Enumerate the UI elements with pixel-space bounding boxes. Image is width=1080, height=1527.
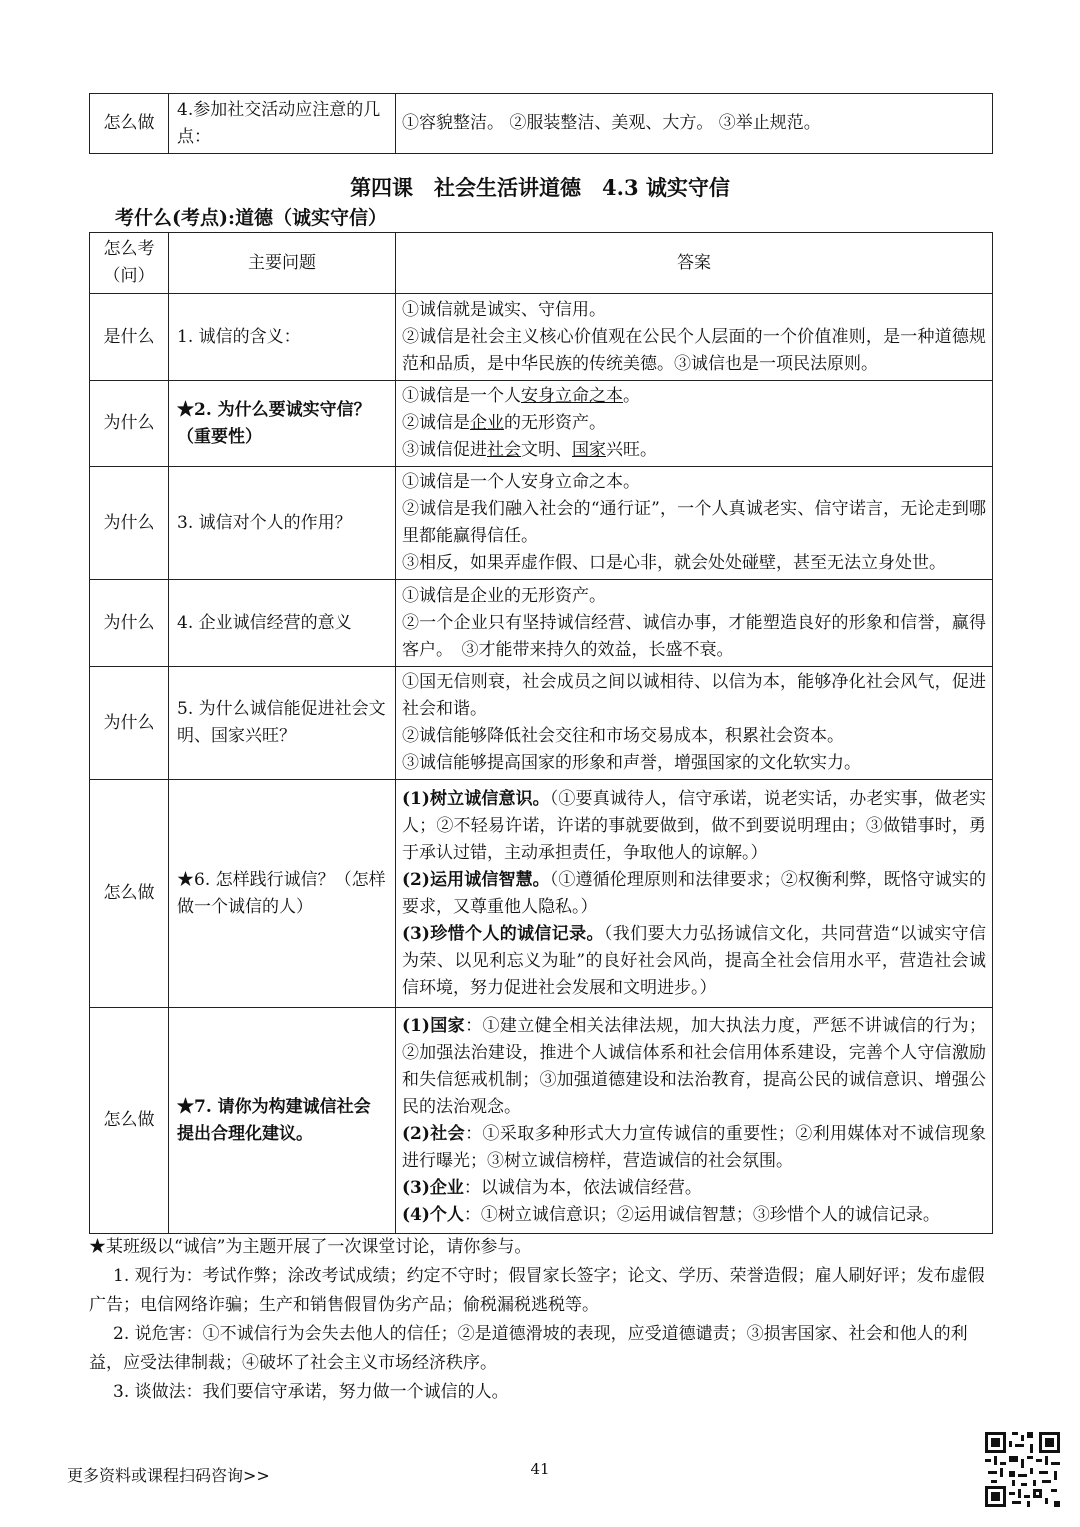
header-col-main-question: 主要问题 [169,233,396,294]
row-answer [396,1008,993,1234]
answer-line: ①诚信是一个人安身立命之本。 [402,472,640,492]
row-answer [396,667,993,780]
row-question: ★6. 怎样践行诚信？（怎样做一个诚信的人） [169,780,396,1008]
row-category: 为什么 [90,580,169,667]
answer-line: ②诚信是企业的无形资产。 [402,413,606,433]
lesson-title: 第四课 社会生活讲道德 4.3 诚实守信 [350,175,730,200]
row-category: 为什么 [90,467,169,580]
answer-item: (3)企业：以诚信为本，依法诚信经营。 [402,1177,702,1198]
page-number: 41 [530,1460,550,1478]
answer-item: (3)珍惜个人的诚信记录。（我们要大力弘扬诚信文化，共同营造“以诚实守信为荣、以见利忘义为耻”的良好社会风尚，提高全社会信用水平，营造社会诚信环境，努力促进社会发展和文明进步。） [402,923,986,998]
table-row [90,94,993,154]
table-row [90,580,993,667]
header-col-answer: 答案 [396,233,993,294]
underlined-term: 安身立命之本 [521,386,623,406]
discussion-item: 3. 谈做法：我们要信守承诺，努力做一个诚信的人。 [113,1382,509,1402]
row-answer: ①容貌整洁。 ②服装整洁、美观、大方。 ③举止规范。 [396,94,993,154]
row-category: 怎么做 [90,780,169,1008]
lesson-subtitle: 考什么(考点):道德（诚实守信） [115,207,387,229]
row-question: 3. 诚信对个人的作用？ [169,467,396,580]
answer-line: ②诚信是社会主义核心价值观在公民个人层面的一个价值准则，是一种道德规范和品质，是中华民族的传统美德。③诚信也是一项民法原则。 [402,326,986,374]
row-question: ★2. 为什么要诚实守信？（重要性） [169,381,396,467]
row-question: ★7. 请你为构建诚信社会提出合理化建议。 [169,1008,396,1234]
answer-line: ①诚信就是诚实、守信用。 [402,299,606,320]
discussion-intro: ★某班级以“诚信”为主题开展了一次课堂讨论，请你参与。 [89,1237,532,1257]
answer-item: (2)社会：①采取多种形式大力宣传诚信的重要性；②利用媒体对不诚信现象进行曝光；③树立诚信榜样，营造诚信的社会氛围。 [402,1123,987,1171]
discussion-section [89,1233,993,1407]
row-answer [396,580,993,667]
answer-line: ①国无信则衰，社会成员之间以诚相待、以信为本，能够净化社会风气，促进社会和谐。 [402,672,986,719]
header-col-question-type: 怎么考（问） [90,233,169,294]
table-row [90,381,993,467]
row-answer [396,467,993,580]
answer-line: ③诚信能够提高国家的形象和声誉，增强国家的文化软实力。 [402,753,861,773]
row-question: 1. 诚信的含义： [169,294,396,381]
discussion-item: 2. 说危害：①不诚信行为会失去他人的信任；②是道德滑坡的表现，应受道德谴责；③损害国家、社会和他人的利益，应受法律制裁；④破坏了社会主义市场经济秩序。 [89,1324,968,1373]
row-question: 4.参加社交活动应注意的几点： [169,94,396,154]
table-row [90,780,993,1008]
underlined-term: 社会 [487,440,521,460]
row-category: 是什么 [90,294,169,381]
top-table [89,93,993,154]
row-category: 怎么做 [90,1008,169,1234]
answer-line: ①诚信是企业的无形资产。 [402,585,606,606]
table-row [90,467,993,580]
row-category: 为什么 [90,381,169,467]
main-table [89,232,993,1234]
answer-line: ③诚信促进社会文明、国家兴旺。 [402,440,657,460]
row-category: 为什么 [90,667,169,780]
answer-item: (1)树立诚信意识。（①要真诚待人，信守承诺，说老实话，办老实事，做老实人；②不轻易许诺，许诺的事就要做到，做不到要说明理由；③做错事时，勇于承认过错，主动承担责任，争取他人的谅解。） [402,788,987,863]
underlined-term: 国家 [572,440,606,460]
table-row [90,667,993,780]
row-answer [396,381,993,467]
discussion-item: 1. 观行为：考试作弊；涂改考试成绩；约定不守时；假冒家长签字；论文、学历、荣誉造假；雇人刷好评；发布虚假广告；电信网络诈骗；生产和销售假冒伪劣产品；偷税漏税逃税等。 [89,1266,985,1315]
qr-code-icon[interactable] [985,1432,1060,1507]
answer-line: ②诚信是我们融入社会的“通行证”，一个人真诚老实、信守诺言，无论走到哪里都能赢得信任。 [402,499,986,546]
table-row [90,1008,993,1234]
row-category: 怎么做 [90,94,169,154]
row-answer [396,294,993,381]
underlined-term: 企业 [470,413,504,433]
answer-item: (1)国家：①建立健全相关法律法规，加大执法力度，严惩不讲诚信的行为；②加强法治建设，推进个人诚信体系和社会信用体系建设，完善个人守信激励和失信惩戒机制；③加强道德建设和法治教育，提高公民的诚信意识、增强公民的法治观念。 [402,1015,987,1117]
table-header [90,233,993,294]
answer-line: ①诚信是一个人安身立命之本。 [402,386,640,406]
table-row [90,294,993,381]
answer-line: ③相反，如果弄虚作假、口是心非，就会处处碰壁，甚至无法立身处世。 [402,553,946,573]
answer-item: (2)运用诚信智慧。（①遵循伦理原则和法律要求；②权衡利弊，既恪守诚实的要求，又尊重他人隐私。） [402,869,987,917]
row-answer [396,780,993,1008]
row-question: 4. 企业诚信经营的意义 [169,580,396,667]
row-question: 5. 为什么诚信能促进社会文明、国家兴旺？ [169,667,396,780]
answer-line: ②诚信能够降低社会交往和市场交易成本，积累社会资本。 [402,726,844,746]
answer-item: (4)个人：①树立诚信意识；②运用诚信智慧；③珍惜个人的诚信记录。 [402,1204,940,1225]
footer-text: 更多资料或课程扫码咨询>> [67,1466,270,1485]
answer-line: ②一个企业只有坚持诚信经营、诚信办事，才能塑造良好的形象和信誉，赢得客户。 ③才能带来持久的效益，长盛不衰。 [402,612,986,660]
